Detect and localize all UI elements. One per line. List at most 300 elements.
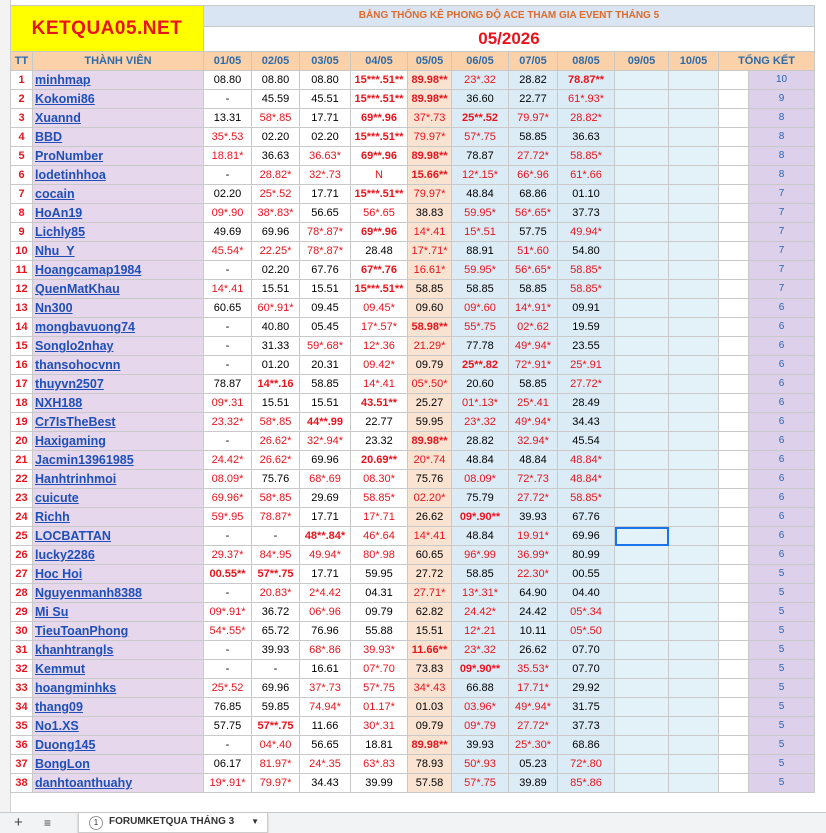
empty-cell-1005[interactable] <box>669 71 719 90</box>
total-cell[interactable]: 6 <box>749 489 815 508</box>
score-cell[interactable]: 37*.73 <box>408 109 452 128</box>
empty-cell-1005[interactable] <box>669 90 719 109</box>
empty-cell-0905[interactable] <box>615 584 669 603</box>
score-cell[interactable]: 09.91 <box>558 299 615 318</box>
score-cell[interactable]: 58.85* <box>558 261 615 280</box>
score-cell[interactable]: 20.69** <box>351 451 408 470</box>
member-name-link[interactable]: LOCBATTAN <box>33 527 204 546</box>
score-cell[interactable]: 13*.31* <box>452 584 509 603</box>
score-cell[interactable]: 31.75 <box>558 698 615 717</box>
score-cell[interactable]: 76.85 <box>204 698 252 717</box>
score-cell[interactable]: 15***.51** <box>351 128 408 147</box>
score-cell[interactable]: 56*.65 <box>351 204 408 223</box>
score-cell[interactable]: 57.58 <box>408 774 452 793</box>
score-cell[interactable]: 01.17* <box>351 698 408 717</box>
score-cell[interactable]: 31.33 <box>252 337 300 356</box>
member-name-link[interactable]: khanhtrangls <box>33 641 204 660</box>
score-cell[interactable]: 50*.93 <box>452 755 509 774</box>
empty-cell-1005[interactable] <box>669 774 719 793</box>
member-name-link[interactable]: Mi Su <box>33 603 204 622</box>
empty-cell-1005[interactable] <box>669 204 719 223</box>
score-cell[interactable]: 69**.96 <box>351 109 408 128</box>
score-cell[interactable]: 57.75 <box>204 717 252 736</box>
empty-cell-1005[interactable] <box>669 641 719 660</box>
score-cell[interactable]: 17*.71 <box>351 508 408 527</box>
score-cell[interactable]: 02.20 <box>252 128 300 147</box>
score-cell[interactable]: 25*.52 <box>252 185 300 204</box>
score-cell[interactable]: 68*.86 <box>300 641 351 660</box>
member-name-link[interactable]: QuenMatKhau <box>33 280 204 299</box>
empty-cell-1005[interactable] <box>669 185 719 204</box>
score-cell[interactable]: 36.63 <box>252 147 300 166</box>
score-cell[interactable]: - <box>204 261 252 280</box>
score-cell[interactable]: 39.93 <box>252 641 300 660</box>
empty-cell-0905[interactable] <box>615 546 669 565</box>
score-cell[interactable]: 02.20 <box>252 261 300 280</box>
score-cell[interactable]: 22.77 <box>509 90 558 109</box>
empty-cell-0905[interactable] <box>615 679 669 698</box>
score-cell[interactable]: 05.45 <box>300 318 351 337</box>
score-cell[interactable]: 26.62* <box>252 432 300 451</box>
score-cell[interactable]: 59.95 <box>408 413 452 432</box>
empty-cell-1005[interactable] <box>669 603 719 622</box>
score-cell[interactable]: 28.48 <box>351 242 408 261</box>
score-cell[interactable]: 15.51 <box>252 394 300 413</box>
score-cell[interactable]: 22.30* <box>509 565 558 584</box>
empty-cell-0905[interactable] <box>615 413 669 432</box>
score-cell[interactable]: 29.92 <box>558 679 615 698</box>
score-cell[interactable]: 57**.75 <box>252 565 300 584</box>
empty-cell-1005[interactable] <box>669 679 719 698</box>
total-cell[interactable]: 7 <box>749 261 815 280</box>
score-cell[interactable]: 32*.94* <box>300 432 351 451</box>
empty-cell-0905[interactable] <box>615 90 669 109</box>
score-cell[interactable]: 64.90 <box>509 584 558 603</box>
score-cell[interactable]: 09.45 <box>300 299 351 318</box>
score-cell[interactable]: 65.72 <box>252 622 300 641</box>
score-cell[interactable]: 69**.96 <box>351 147 408 166</box>
score-cell[interactable]: 69**.96 <box>351 223 408 242</box>
score-cell[interactable]: 21.29* <box>408 337 452 356</box>
score-cell[interactable]: 37*.73 <box>300 679 351 698</box>
total-cell[interactable]: 6 <box>749 527 815 546</box>
score-cell[interactable]: 09.45* <box>351 299 408 318</box>
score-cell[interactable]: 39.99 <box>351 774 408 793</box>
score-cell[interactable]: 09*.79 <box>452 717 509 736</box>
score-cell[interactable]: 48.84* <box>558 470 615 489</box>
score-cell[interactable]: - <box>252 527 300 546</box>
chevron-down-icon[interactable]: ▼ <box>251 817 259 826</box>
score-cell[interactable]: 12*.15* <box>452 166 509 185</box>
empty-cell-0905[interactable] <box>615 736 669 755</box>
score-cell[interactable]: 84*.95 <box>252 546 300 565</box>
total-cell[interactable]: 8 <box>749 109 815 128</box>
score-cell[interactable]: 68.86 <box>558 736 615 755</box>
score-cell[interactable]: 49.69 <box>204 223 252 242</box>
score-cell[interactable]: - <box>204 90 252 109</box>
score-cell[interactable]: 09*.90 <box>204 204 252 223</box>
empty-cell-0905[interactable] <box>615 356 669 375</box>
score-cell[interactable]: 2*4.42 <box>300 584 351 603</box>
score-cell[interactable]: 26.62 <box>408 508 452 527</box>
score-cell[interactable]: 17*.57* <box>351 318 408 337</box>
total-cell[interactable]: 5 <box>749 565 815 584</box>
score-cell[interactable]: 78.87 <box>452 147 509 166</box>
score-cell[interactable]: 38.83 <box>408 204 452 223</box>
score-cell[interactable]: 38*.83* <box>252 204 300 223</box>
empty-cell-1005[interactable] <box>669 489 719 508</box>
member-name-link[interactable]: Kokomi86 <box>33 90 204 109</box>
member-name-link[interactable]: Cr7IsTheBest <box>33 413 204 432</box>
score-cell[interactable]: 17.71 <box>300 109 351 128</box>
empty-cell-0905[interactable] <box>615 565 669 584</box>
total-cell[interactable]: 5 <box>749 679 815 698</box>
score-cell[interactable]: 25*.91 <box>558 356 615 375</box>
score-cell[interactable]: 14**.16 <box>252 375 300 394</box>
total-cell[interactable]: 7 <box>749 242 815 261</box>
total-cell[interactable]: 6 <box>749 337 815 356</box>
member-name-link[interactable]: BBD <box>33 128 204 147</box>
empty-cell-0905[interactable] <box>615 432 669 451</box>
score-cell[interactable]: 19.59 <box>558 318 615 337</box>
member-name-link[interactable]: Hoangcamap1984 <box>33 261 204 280</box>
empty-cell-1005[interactable] <box>669 584 719 603</box>
member-name-link[interactable]: lucky2286 <box>33 546 204 565</box>
score-cell[interactable]: 37.73 <box>558 204 615 223</box>
score-cell[interactable]: 13.31 <box>204 109 252 128</box>
score-cell[interactable]: 08.80 <box>252 71 300 90</box>
score-cell[interactable]: 23.55 <box>558 337 615 356</box>
empty-cell-1005[interactable] <box>669 299 719 318</box>
score-cell[interactable]: 56*.65* <box>509 204 558 223</box>
score-cell[interactable]: 79.97* <box>408 128 452 147</box>
empty-cell-0905[interactable] <box>615 261 669 280</box>
score-cell[interactable]: 55*.75 <box>452 318 509 337</box>
score-cell[interactable]: 28.82 <box>509 71 558 90</box>
score-cell[interactable]: 58.85 <box>408 280 452 299</box>
score-cell[interactable]: 20.83* <box>252 584 300 603</box>
score-cell[interactable]: 58.85* <box>558 147 615 166</box>
score-cell[interactable]: 58.98** <box>408 318 452 337</box>
score-cell[interactable]: 60*.91* <box>252 299 300 318</box>
score-cell[interactable]: 59.95* <box>452 261 509 280</box>
score-cell[interactable]: 07.70 <box>558 641 615 660</box>
score-cell[interactable]: 15.51 <box>300 280 351 299</box>
total-cell[interactable]: 6 <box>749 432 815 451</box>
score-cell[interactable]: 89.98** <box>408 736 452 755</box>
score-cell[interactable]: 57**.75 <box>252 717 300 736</box>
score-cell[interactable]: 58.85 <box>509 280 558 299</box>
member-name-link[interactable]: No1.XS <box>33 717 204 736</box>
score-cell[interactable]: 60.65 <box>408 546 452 565</box>
score-cell[interactable]: 45.59 <box>252 90 300 109</box>
score-cell[interactable]: 67.76 <box>300 261 351 280</box>
score-cell[interactable]: 14*.41 <box>351 375 408 394</box>
score-cell[interactable]: 36.99* <box>509 546 558 565</box>
score-cell[interactable]: 20.60 <box>452 375 509 394</box>
score-cell[interactable]: 16.61 <box>300 660 351 679</box>
member-name-link[interactable]: Songlo2nhay <box>33 337 204 356</box>
total-cell[interactable]: 5 <box>749 755 815 774</box>
score-cell[interactable]: 23.32* <box>204 413 252 432</box>
score-cell[interactable]: 36.63* <box>300 147 351 166</box>
score-cell[interactable]: 02*.62 <box>509 318 558 337</box>
empty-cell-1005[interactable] <box>669 470 719 489</box>
score-cell[interactable]: 28.49 <box>558 394 615 413</box>
score-cell[interactable]: 09*.60 <box>452 299 509 318</box>
score-cell[interactable]: 62.82 <box>408 603 452 622</box>
score-cell[interactable]: 89.98** <box>408 90 452 109</box>
member-name-link[interactable]: hoangminhks <box>33 679 204 698</box>
score-cell[interactable]: 32.94* <box>509 432 558 451</box>
total-cell[interactable]: 6 <box>749 375 815 394</box>
score-cell[interactable]: - <box>204 318 252 337</box>
score-cell[interactable]: 66.88 <box>452 679 509 698</box>
empty-cell-1005[interactable] <box>669 128 719 147</box>
empty-cell-0905[interactable] <box>615 755 669 774</box>
score-cell[interactable]: 58.85 <box>509 128 558 147</box>
member-name-link[interactable]: Jacmin13961985 <box>33 451 204 470</box>
score-cell[interactable]: 68.86 <box>509 185 558 204</box>
score-cell[interactable]: 58.85 <box>452 565 509 584</box>
score-cell[interactable]: - <box>252 660 300 679</box>
score-cell[interactable]: 75.79 <box>452 489 509 508</box>
score-cell[interactable]: 72*.73 <box>509 470 558 489</box>
score-cell[interactable]: 79.97* <box>408 185 452 204</box>
score-cell[interactable]: 27.72* <box>509 717 558 736</box>
score-cell[interactable]: 22.77 <box>351 413 408 432</box>
member-name-link[interactable]: minhmap <box>33 71 204 90</box>
score-cell[interactable]: 57*.75 <box>452 128 509 147</box>
score-cell[interactable]: 56.65 <box>300 204 351 223</box>
score-cell[interactable]: 12*.36 <box>351 337 408 356</box>
score-cell[interactable]: 10.11 <box>509 622 558 641</box>
sheet-tab[interactable] <box>78 813 268 833</box>
score-cell[interactable]: 34.43 <box>300 774 351 793</box>
score-cell[interactable]: 08.80 <box>300 71 351 90</box>
empty-cell-1005[interactable] <box>669 622 719 641</box>
score-cell[interactable]: 09*.31 <box>204 394 252 413</box>
score-cell[interactable]: 34.43 <box>558 413 615 432</box>
empty-cell-1005[interactable] <box>669 546 719 565</box>
score-cell[interactable]: 08.09* <box>452 470 509 489</box>
score-cell[interactable]: 23.32 <box>351 432 408 451</box>
score-cell[interactable]: 35.53* <box>509 660 558 679</box>
score-cell[interactable]: 15.51 <box>408 622 452 641</box>
empty-cell-0905[interactable] <box>615 489 669 508</box>
score-cell[interactable]: 18.81* <box>204 147 252 166</box>
score-cell[interactable]: 00.55 <box>558 565 615 584</box>
empty-cell-0905[interactable] <box>615 603 669 622</box>
score-cell[interactable]: 24*.35 <box>300 755 351 774</box>
score-cell[interactable]: 46*.64 <box>351 527 408 546</box>
score-cell[interactable]: 05*.50 <box>558 622 615 641</box>
score-cell[interactable]: 12*.21 <box>452 622 509 641</box>
empty-cell-1005[interactable] <box>669 755 719 774</box>
score-cell[interactable]: 24.42* <box>452 603 509 622</box>
score-cell[interactable]: 78.87* <box>252 508 300 527</box>
score-cell[interactable]: 51*.60 <box>509 242 558 261</box>
selected-cell[interactable] <box>615 527 669 546</box>
score-cell[interactable]: 30*.31 <box>351 717 408 736</box>
empty-cell-0905[interactable] <box>615 185 669 204</box>
score-cell[interactable]: - <box>204 736 252 755</box>
score-cell[interactable]: 37.73 <box>558 717 615 736</box>
empty-cell-0905[interactable] <box>615 223 669 242</box>
empty-cell-0905[interactable] <box>615 394 669 413</box>
score-cell[interactable]: 11.66** <box>408 641 452 660</box>
score-cell[interactable]: 27.71* <box>408 584 452 603</box>
empty-cell-1005[interactable] <box>669 565 719 584</box>
score-cell[interactable]: 28.82* <box>252 166 300 185</box>
empty-cell-1005[interactable] <box>669 375 719 394</box>
score-cell[interactable]: 09.42* <box>351 356 408 375</box>
score-cell[interactable]: 96*.99 <box>452 546 509 565</box>
score-cell[interactable]: 89.98** <box>408 432 452 451</box>
score-cell[interactable]: 06*.96 <box>300 603 351 622</box>
score-cell[interactable]: - <box>204 660 252 679</box>
empty-cell-0905[interactable] <box>615 698 669 717</box>
empty-cell-1005[interactable] <box>669 356 719 375</box>
score-cell[interactable]: 73.83 <box>408 660 452 679</box>
total-cell[interactable]: 6 <box>749 546 815 565</box>
total-cell[interactable]: 6 <box>749 470 815 489</box>
score-cell[interactable]: 54*.55* <box>204 622 252 641</box>
total-cell[interactable]: 7 <box>749 204 815 223</box>
score-cell[interactable]: 05*.50* <box>408 375 452 394</box>
score-cell[interactable]: 28.82* <box>558 109 615 128</box>
score-cell[interactable]: - <box>204 641 252 660</box>
score-cell[interactable]: 25*.41 <box>509 394 558 413</box>
empty-cell-0905[interactable] <box>615 242 669 261</box>
score-cell[interactable]: 69.96 <box>300 451 351 470</box>
score-cell[interactable]: 59*.68* <box>300 337 351 356</box>
score-cell[interactable]: 19*.91* <box>204 774 252 793</box>
score-cell[interactable]: 04.40 <box>558 584 615 603</box>
total-cell[interactable]: 6 <box>749 394 815 413</box>
score-cell[interactable]: 43.51** <box>351 394 408 413</box>
empty-cell-0905[interactable] <box>615 128 669 147</box>
empty-cell-1005[interactable] <box>669 242 719 261</box>
empty-cell-0905[interactable] <box>615 166 669 185</box>
score-cell[interactable]: 59*.95 <box>204 508 252 527</box>
score-cell[interactable]: 24.42 <box>509 603 558 622</box>
score-cell[interactable]: 04.31 <box>351 584 408 603</box>
score-cell[interactable]: 39.89 <box>509 774 558 793</box>
score-cell[interactable]: 17.71 <box>300 185 351 204</box>
score-cell[interactable]: 58.85 <box>300 375 351 394</box>
score-cell[interactable]: 48.84 <box>509 451 558 470</box>
total-cell[interactable]: 5 <box>749 641 815 660</box>
member-name-link[interactable]: Nguyenmanh8388 <box>33 584 204 603</box>
score-cell[interactable]: 06.17 <box>204 755 252 774</box>
member-name-link[interactable]: Hoc Hoi <box>33 565 204 584</box>
empty-cell-1005[interactable] <box>669 223 719 242</box>
score-cell[interactable]: 48.84 <box>452 185 509 204</box>
member-name-link[interactable]: cocain <box>33 185 204 204</box>
score-cell[interactable]: 69.96 <box>252 223 300 242</box>
score-cell[interactable]: 80*.98 <box>351 546 408 565</box>
empty-cell-0905[interactable] <box>615 717 669 736</box>
score-cell[interactable]: 14*.41 <box>408 527 452 546</box>
empty-cell-0905[interactable] <box>615 622 669 641</box>
score-cell[interactable]: 58*.85 <box>252 413 300 432</box>
total-cell[interactable]: 5 <box>749 603 815 622</box>
score-cell[interactable]: 14*.41 <box>408 223 452 242</box>
score-cell[interactable]: 58.85* <box>351 489 408 508</box>
empty-cell-0905[interactable] <box>615 337 669 356</box>
member-name-link[interactable]: danhtoanthuahy <box>33 774 204 793</box>
score-cell[interactable]: 15***.51** <box>351 185 408 204</box>
score-cell[interactable]: 80.99 <box>558 546 615 565</box>
score-cell[interactable]: 15***.51** <box>351 280 408 299</box>
score-cell[interactable]: 55.88 <box>351 622 408 641</box>
score-cell[interactable]: 17.71 <box>300 508 351 527</box>
member-name-link[interactable]: Nhu_Y <box>33 242 204 261</box>
total-cell[interactable]: 5 <box>749 584 815 603</box>
member-name-link[interactable]: BongLon <box>33 755 204 774</box>
score-cell[interactable]: 61*.66 <box>558 166 615 185</box>
empty-cell-1005[interactable] <box>669 451 719 470</box>
score-cell[interactable]: 72*.80 <box>558 755 615 774</box>
score-cell[interactable]: 57*.75 <box>351 679 408 698</box>
total-cell[interactable]: 6 <box>749 318 815 337</box>
score-cell[interactable]: 32*.73 <box>300 166 351 185</box>
score-cell[interactable]: 49.94* <box>558 223 615 242</box>
score-cell[interactable]: N <box>351 166 408 185</box>
score-cell[interactable]: - <box>204 337 252 356</box>
score-cell[interactable]: 25*.52 <box>204 679 252 698</box>
score-cell[interactable]: 18.81 <box>351 736 408 755</box>
score-cell[interactable]: 25**.82 <box>452 356 509 375</box>
empty-cell-1005[interactable] <box>669 280 719 299</box>
score-cell[interactable]: 25.27 <box>408 394 452 413</box>
empty-cell-1005[interactable] <box>669 527 719 546</box>
score-cell[interactable]: 56*.65* <box>509 261 558 280</box>
member-name-link[interactable]: Hanhtrinhmoi <box>33 470 204 489</box>
member-name-link[interactable]: thansohocvnn <box>33 356 204 375</box>
score-cell[interactable]: 58*.85 <box>252 489 300 508</box>
score-cell[interactable]: 17.71 <box>300 565 351 584</box>
score-cell[interactable]: 15.66** <box>408 166 452 185</box>
score-cell[interactable]: 04*.40 <box>252 736 300 755</box>
score-cell[interactable]: 05.23 <box>509 755 558 774</box>
score-cell[interactable]: 78*.87* <box>300 242 351 261</box>
empty-cell-0905[interactable] <box>615 641 669 660</box>
total-cell[interactable]: 10 <box>749 71 815 90</box>
member-name-link[interactable]: TieuToanPhong <box>33 622 204 641</box>
score-cell[interactable]: 25*.30* <box>509 736 558 755</box>
score-cell[interactable]: 56.65 <box>300 736 351 755</box>
member-name-link[interactable]: thuyvn2507 <box>33 375 204 394</box>
total-cell[interactable]: 6 <box>749 356 815 375</box>
score-cell[interactable]: 39.93 <box>509 508 558 527</box>
score-cell[interactable]: 02.20 <box>204 185 252 204</box>
member-name-link[interactable]: Kemmut <box>33 660 204 679</box>
score-cell[interactable]: 36.60 <box>452 90 509 109</box>
member-name-link[interactable]: Nn300 <box>33 299 204 318</box>
member-name-link[interactable]: Richh <box>33 508 204 527</box>
score-cell[interactable]: 20*.74 <box>408 451 452 470</box>
member-name-link[interactable]: HoAn19 <box>33 204 204 223</box>
all-sheets-menu-icon[interactable]: ≡ <box>44 816 52 830</box>
score-cell[interactable]: - <box>204 584 252 603</box>
score-cell[interactable]: 16.61* <box>408 261 452 280</box>
score-cell[interactable]: 39.93 <box>452 736 509 755</box>
score-cell[interactable]: 59.95* <box>452 204 509 223</box>
score-cell[interactable]: 76.96 <box>300 622 351 641</box>
score-cell[interactable]: 68*.69 <box>300 470 351 489</box>
